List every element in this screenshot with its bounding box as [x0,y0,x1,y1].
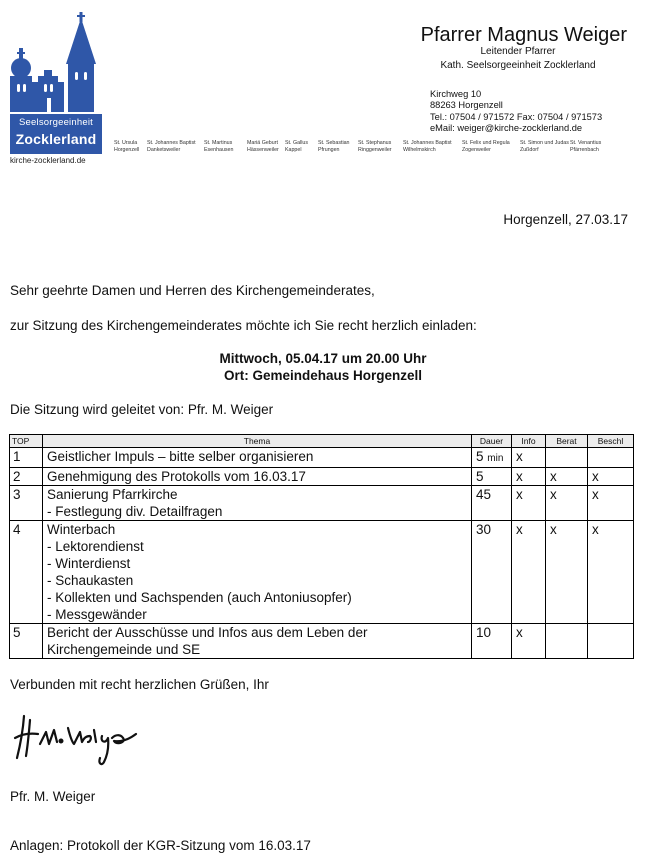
meeting-place: Ort: Gemeindehaus Horgenzell [223,368,423,383]
agenda-info: x [512,448,546,468]
col-thema: Thema [43,435,472,448]
agenda-top: 4 [10,521,43,624]
agenda-topic-line: Bericht der Ausschüsse und Infos aus dem Leben der [47,625,368,640]
parish-saint: St. Ursula [114,140,138,146]
parish-logo [8,12,104,165]
col-top: TOP [10,435,43,448]
parish-place: Zogenweiler [462,147,491,153]
parish-item [114,140,139,154]
agenda-berat: x [546,468,588,486]
agenda-row [10,448,634,468]
intro-text: zur Sitzung des Kirchengemeinderates möchte ich Sie recht herzlich einladen: [10,318,477,333]
parish-place: Zußdorf [520,147,539,153]
agenda-topic-line: - Schaukasten [47,573,134,588]
agenda-info: x [512,468,546,486]
parish-item [570,140,601,154]
agenda-row [10,468,634,486]
agenda-table [9,434,634,659]
salutation: Sehr geehrte Damen und Herren des Kirchengemeinderates, [10,283,375,298]
parish-item [147,140,196,154]
address-phone: Tel.: 07504 / 971572 Fax: 07504 / 971573 [430,111,603,122]
agenda-beschl: x [588,521,634,624]
agenda-topic-line: - Winterdienst [47,556,131,571]
pastor-name: Pfarrer Magnus Weiger [420,24,627,46]
agenda-topic-line: Kirchengemeinde und SE [47,642,201,657]
parish-saint: Mariä Geburt [247,140,278,146]
agenda-info: x [512,521,546,624]
agenda-duration [472,468,512,486]
col-info: Info [512,435,546,448]
parish-item [285,140,308,154]
agenda-berat: x [546,521,588,624]
chair-text: Die Sitzung wird geleitet von: Pfr. M. Weiger [10,402,274,417]
parish-place: Wilhelmskirch [403,147,436,153]
parish-saint: St. Gallus [285,140,308,146]
agenda-duration-unit: min [487,453,504,464]
meeting-time: Mittwoch, 05.04.17 um 20.00 Uhr [219,351,427,366]
logo-website: kirche-zocklerland.de [10,156,86,165]
parish-saint: St. Johannes Baptist [403,140,452,146]
parish-place: Esenhausen [204,147,234,153]
agenda-topic [43,521,472,624]
agenda-topic [43,486,472,521]
address-street: Kirchweg 10 [430,89,482,99]
parish-item [462,140,510,154]
parish-saint: St. Venantius [570,140,602,146]
attachments: Anlagen: Protokoll der KGR-Sitzung vom 16.03.17 [10,838,311,853]
agenda-duration [472,448,512,468]
parish-place: Kappel [285,147,302,153]
agenda-row [10,486,634,521]
agenda-duration-value: 5 [476,449,484,464]
parish-saint: St. Stephanus [358,140,392,146]
agenda-topic [43,448,472,468]
parish-place: Hässenweiler [247,147,279,153]
pastor-role: Leitender Pfarrer [480,46,556,57]
parish-item [520,140,569,154]
agenda-info: x [512,486,546,521]
parish-place: Pfärrenbach [570,147,599,153]
agenda-top: 2 [10,468,43,486]
logo-line-2: Zocklerland [15,131,97,147]
agenda-row [10,521,634,624]
address-city: 88263 Horgenzell [430,100,503,111]
closing-text: Verbunden mit recht herzlichen Grüßen, Ihr [10,677,269,692]
parish-item [403,140,452,154]
signature-icon [10,708,150,774]
agenda-topic-line: - Kollekten und Sachspenden (auch Antoniusopfer) [47,590,352,605]
parish-item [358,140,392,154]
agenda-beschl [588,624,634,659]
logo-wordmark [10,114,102,154]
agenda-duration [472,521,512,624]
agenda-duration-value: 5 [476,469,484,484]
agenda-berat: x [546,486,588,521]
parish-place: Pfrungen [318,147,340,153]
agenda-info: x [512,624,546,659]
agenda-beschl: x [588,468,634,486]
pastoral-unit: Kath. Seelsorgeeinheit Zocklerland [440,60,596,71]
parish-saint: St. Simon und Judas [520,140,569,146]
parish-place: Danketsweiler [147,147,181,153]
parish-item [247,140,279,154]
agenda-duration [472,486,512,521]
parish-place: Ringgenweiler [358,147,392,153]
agenda-top: 3 [10,486,43,521]
agenda-topic-line: Winterbach [47,522,116,537]
agenda-top: 1 [10,448,43,468]
agenda-topic [43,624,472,659]
col-dauer: Dauer [472,435,512,448]
agenda-topic [43,468,472,486]
agenda-duration-value: 45 [476,487,492,502]
agenda-top: 5 [10,624,43,659]
col-beschl: Beschl [588,435,634,448]
agenda-row [10,624,634,659]
agenda-topic-line: Geistlicher Impuls – bitte selber organisieren [47,449,314,464]
parish-saint: St. Martinus [204,140,233,146]
agenda-topic-line: - Festlegung div. Detailfragen [47,504,223,519]
letter-date: Horgenzell, 27.03.17 [503,212,628,227]
parish-item [318,140,350,154]
agenda-berat [546,624,588,659]
agenda-header-row [10,435,634,448]
agenda-berat [546,448,588,468]
agenda-duration [472,624,512,659]
address-block [430,89,602,134]
agenda-beschl: x [588,486,634,521]
signer-name: Pfr. M. Weiger [10,789,96,804]
parish-place: Horgenzell [114,147,140,153]
address-email: eMail: weiger@kirche-zocklerland.de [430,122,583,133]
logo-line-1: Seelsorgeeinheit [19,117,93,128]
agenda-beschl [588,448,634,468]
parish-saint: St. Sebastian [318,140,350,146]
agenda-topic-line: Genehmigung des Protokolls vom 16.03.17 [47,469,306,484]
parish-saint: St. Johannes Baptist [147,140,196,146]
col-berat: Berat [546,435,588,448]
parish-item [204,140,233,154]
church-logo-icon [8,12,104,114]
agenda-topic-line: - Messgewänder [47,607,147,622]
agenda-duration-value: 30 [476,522,492,537]
agenda-duration-value: 10 [476,625,492,640]
agenda-topic-line: - Lektorendienst [47,539,144,554]
agenda-topic-line: Sanierung Pfarrkirche [47,487,178,502]
parish-saint: St. Felix und Regula [462,140,510,146]
